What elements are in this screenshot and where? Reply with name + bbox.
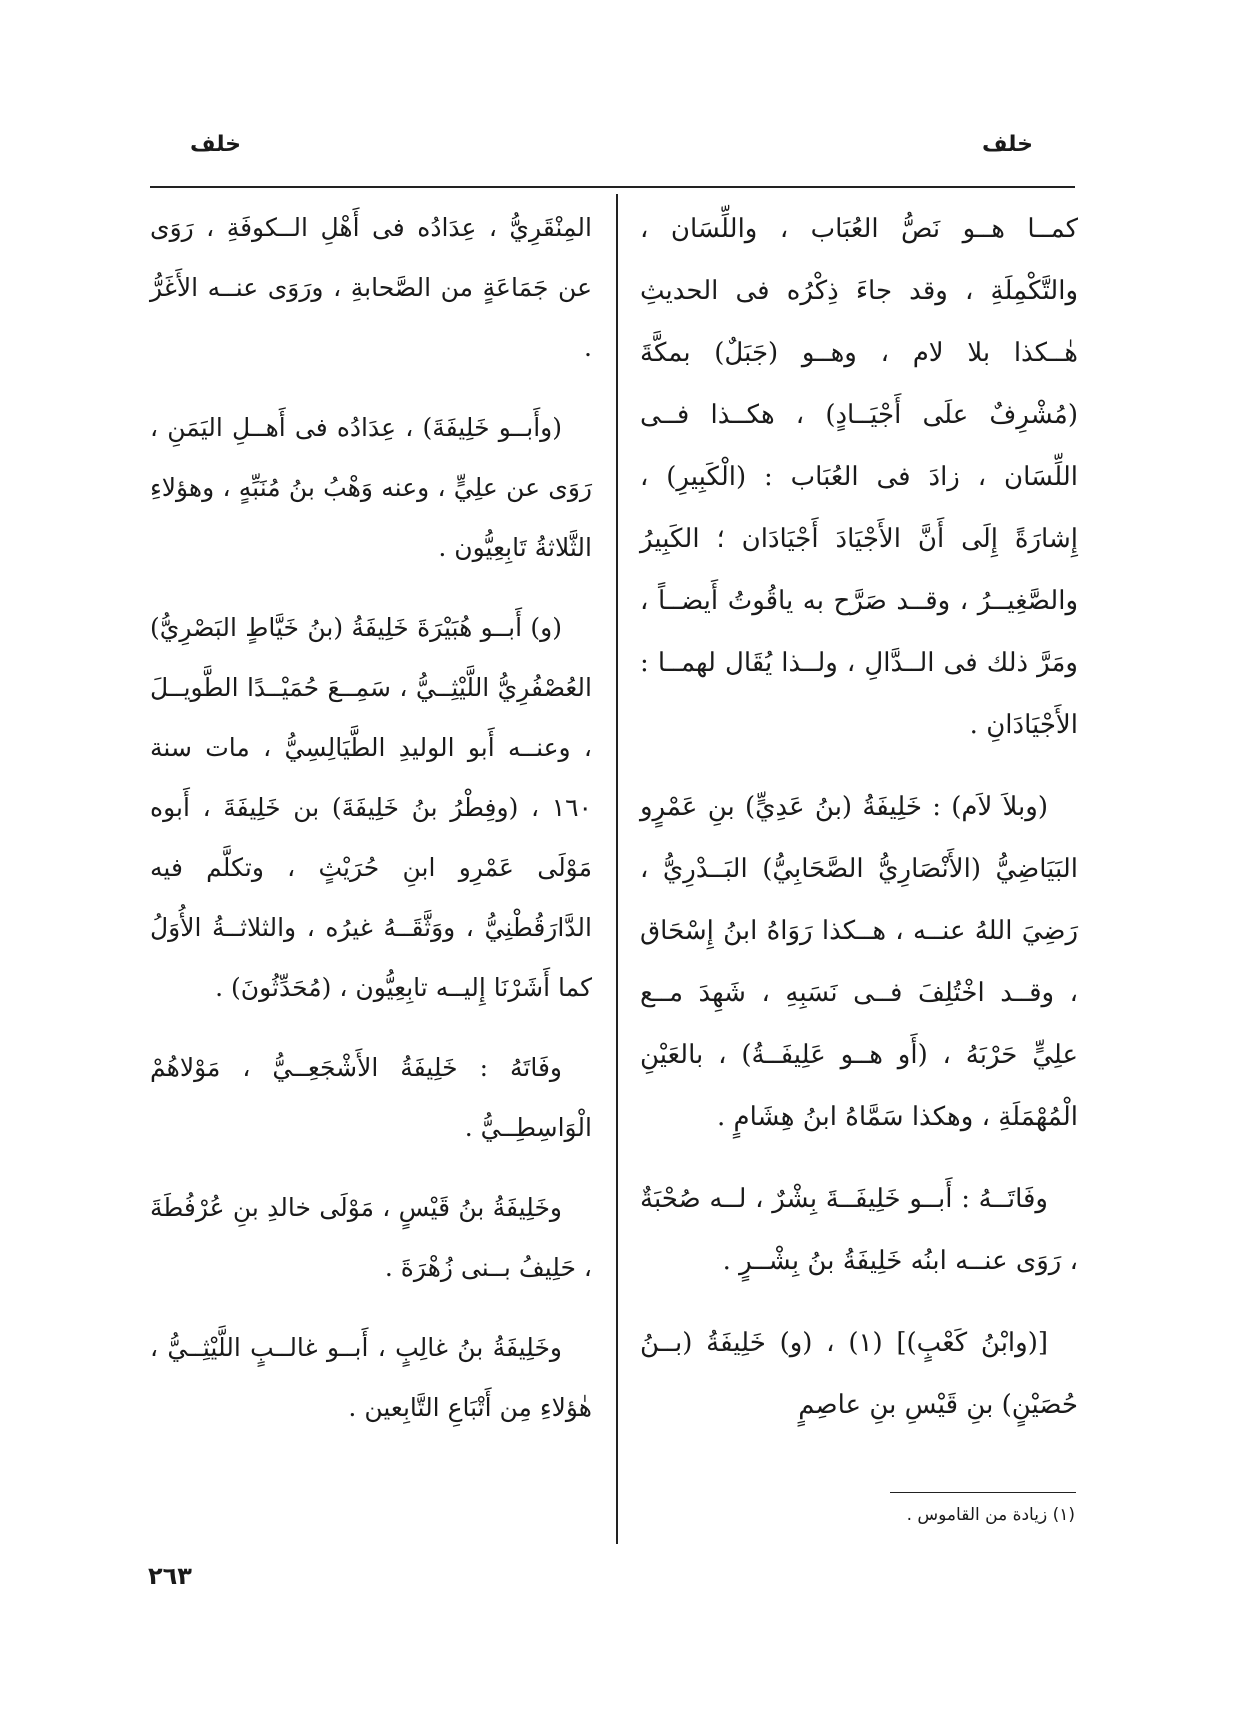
paragraph: المِنْقَرِيُّ ، عِدَادُه فى أَهْلِ الــكوفَةِ ، رَوَى عن جَمَاعَةٍ من الصَّحابةِ ، ورَوَى عنــه الأَغَرُّ . xyxy=(150,213,592,362)
running-head-right: خلف xyxy=(981,132,1033,157)
page-number: ٢٦٣ xyxy=(148,1562,192,1590)
paragraph: وخَلِيفَةُ بنُ قَيْسٍ ، مَوْلَى خالدِ بنِ عُرْفُطَةَ ، حَلِيفُ بــنى زُهْرَةَ . xyxy=(150,1193,592,1282)
paragraph: وفَاتَهُ : خَلِيفَةُ الأَشْجَعِــيُّ ، مَوْلاهُمْ الْوَاسِطِــيُّ . xyxy=(150,1053,592,1142)
footnote-rule xyxy=(890,1492,1076,1493)
paragraph: (وبلاَ لاَم) : خَلِيفَةُ (بنُ عَدِيٍّ) بنِ عَمْرٍو البَيَاضِيُّ (الأَنْصَارِيُّ الصَّحَابِيُّ) البَــدْرِيُّ ، رَضِيَ اللهُ عنــه ، هــكذا رَوَاهُ ابنُ إِسْحَاق ، وقــد اخْتُلِفَ فــى نَسَبِهِ ، شَهِدَ مــع علِيٍّ حَرْبَهُ ، (أَو هــو عَلِيفَــةُ) ، بالعَيْنِ الْمُهْمَلَةِ ، وهكذا سَمَّاهُ ابنُ هِشَامٍ . xyxy=(640,792,1078,1132)
paragraph: (وأَبــو خَلِيفَةَ) ، عِدَادُه فى أَهــلِ اليَمَنِ ، رَوَى عن علِيٍّ ، وعنه وَهْبُ بنُ مُنَبِّهٍ ، وهؤلاءِ الثَّلاثةُ تَابِعِيُّون . xyxy=(150,413,592,562)
paragraph: وخَلِيفَةُ بنُ غالِبٍ ، أَبــو غالــبٍ اللَّيْثِــيُّ ، هٰؤلاءِ مِن أَتْبَاعِ التَّابِعين . xyxy=(150,1333,592,1422)
running-head-left: خلف xyxy=(190,132,242,157)
paragraph: كمــا هــو نَصُّ العُبَاب ، واللِّسَان ، والتَّكْمِلَةِ ، وقد جاءَ ذِكْرُه فى الحديثِ هٰــكذا بلا لام ، وهــو (جَبَلٌ) بمكَّةَ (مُشْرِفٌ علَى أَجْيَــادٍ) ، هكــذا فــى اللِّسَان ، زادَ فى العُبَاب : (الْكَبِيرِ) ، إِشارَةً إِلَى أَنَّ الأَجْيَادَ أَجْيَادَان ؛ الكَبِيرُ والصَّغِيــرُ ، وقــد صَرَّح به ياقُوتُ أَيضــاً ، ومَرَّ ذلك فى الــدَّالِ ، ولــذا يُقَال لهمــا : الأَجْيَادَانِ . xyxy=(640,214,1078,740)
paragraph: وفَاتَــهُ : أَبــو خَلِيفَــةَ بِشْرٌ ، لــه صُحْبَةٌ ، رَوَى عنــه ابنُه خَلِيفَةُ بنُ بِشْــرٍ . xyxy=(640,1184,1078,1276)
column-divider xyxy=(616,194,618,1544)
footnote: (١) زيادة من القاموس . xyxy=(906,1505,1075,1525)
header-rule xyxy=(150,186,1075,188)
left-column xyxy=(150,198,592,1458)
right-column xyxy=(640,198,1078,1456)
paragraph: [(وابْنُ كَعْبٍ)] (١) ، (و) خَلِيفَةُ (بــنُ حُصَيْنٍ) بنِ قَيْسِ بنِ عاصِمٍ xyxy=(640,1328,1078,1420)
paragraph: (و) أَبــو هُبَيْرَةَ خَلِيفَةُ (بنُ خَيَّاطٍ البَصْرِيُّ) العُصْفُرِيُّ اللَّيْثِــيُّ ، سَمِــعَ حُمَيْــدًا الطَّويــلَ ، وعنــه أَبو الوليدِ الطَّيَالِسِيُّ ، مات سنة ١٦٠ ، (وفِطْرُ بنُ خَلِيفَةَ) بن خَلِيفَةَ ، أَبوه مَوْلَى عَمْرِو ابنِ حُرَيْثٍ ، وتكلَّم فيه الدَّارَقُطْنِيُّ ، ووَثَّقَــهُ غيرُه ، والثلاثــةُ الأُوَلُ كما أَشَرْنَا إِليــه تابِعِيُّون ، (مُحَدِّثُونَ) . xyxy=(150,613,592,1002)
